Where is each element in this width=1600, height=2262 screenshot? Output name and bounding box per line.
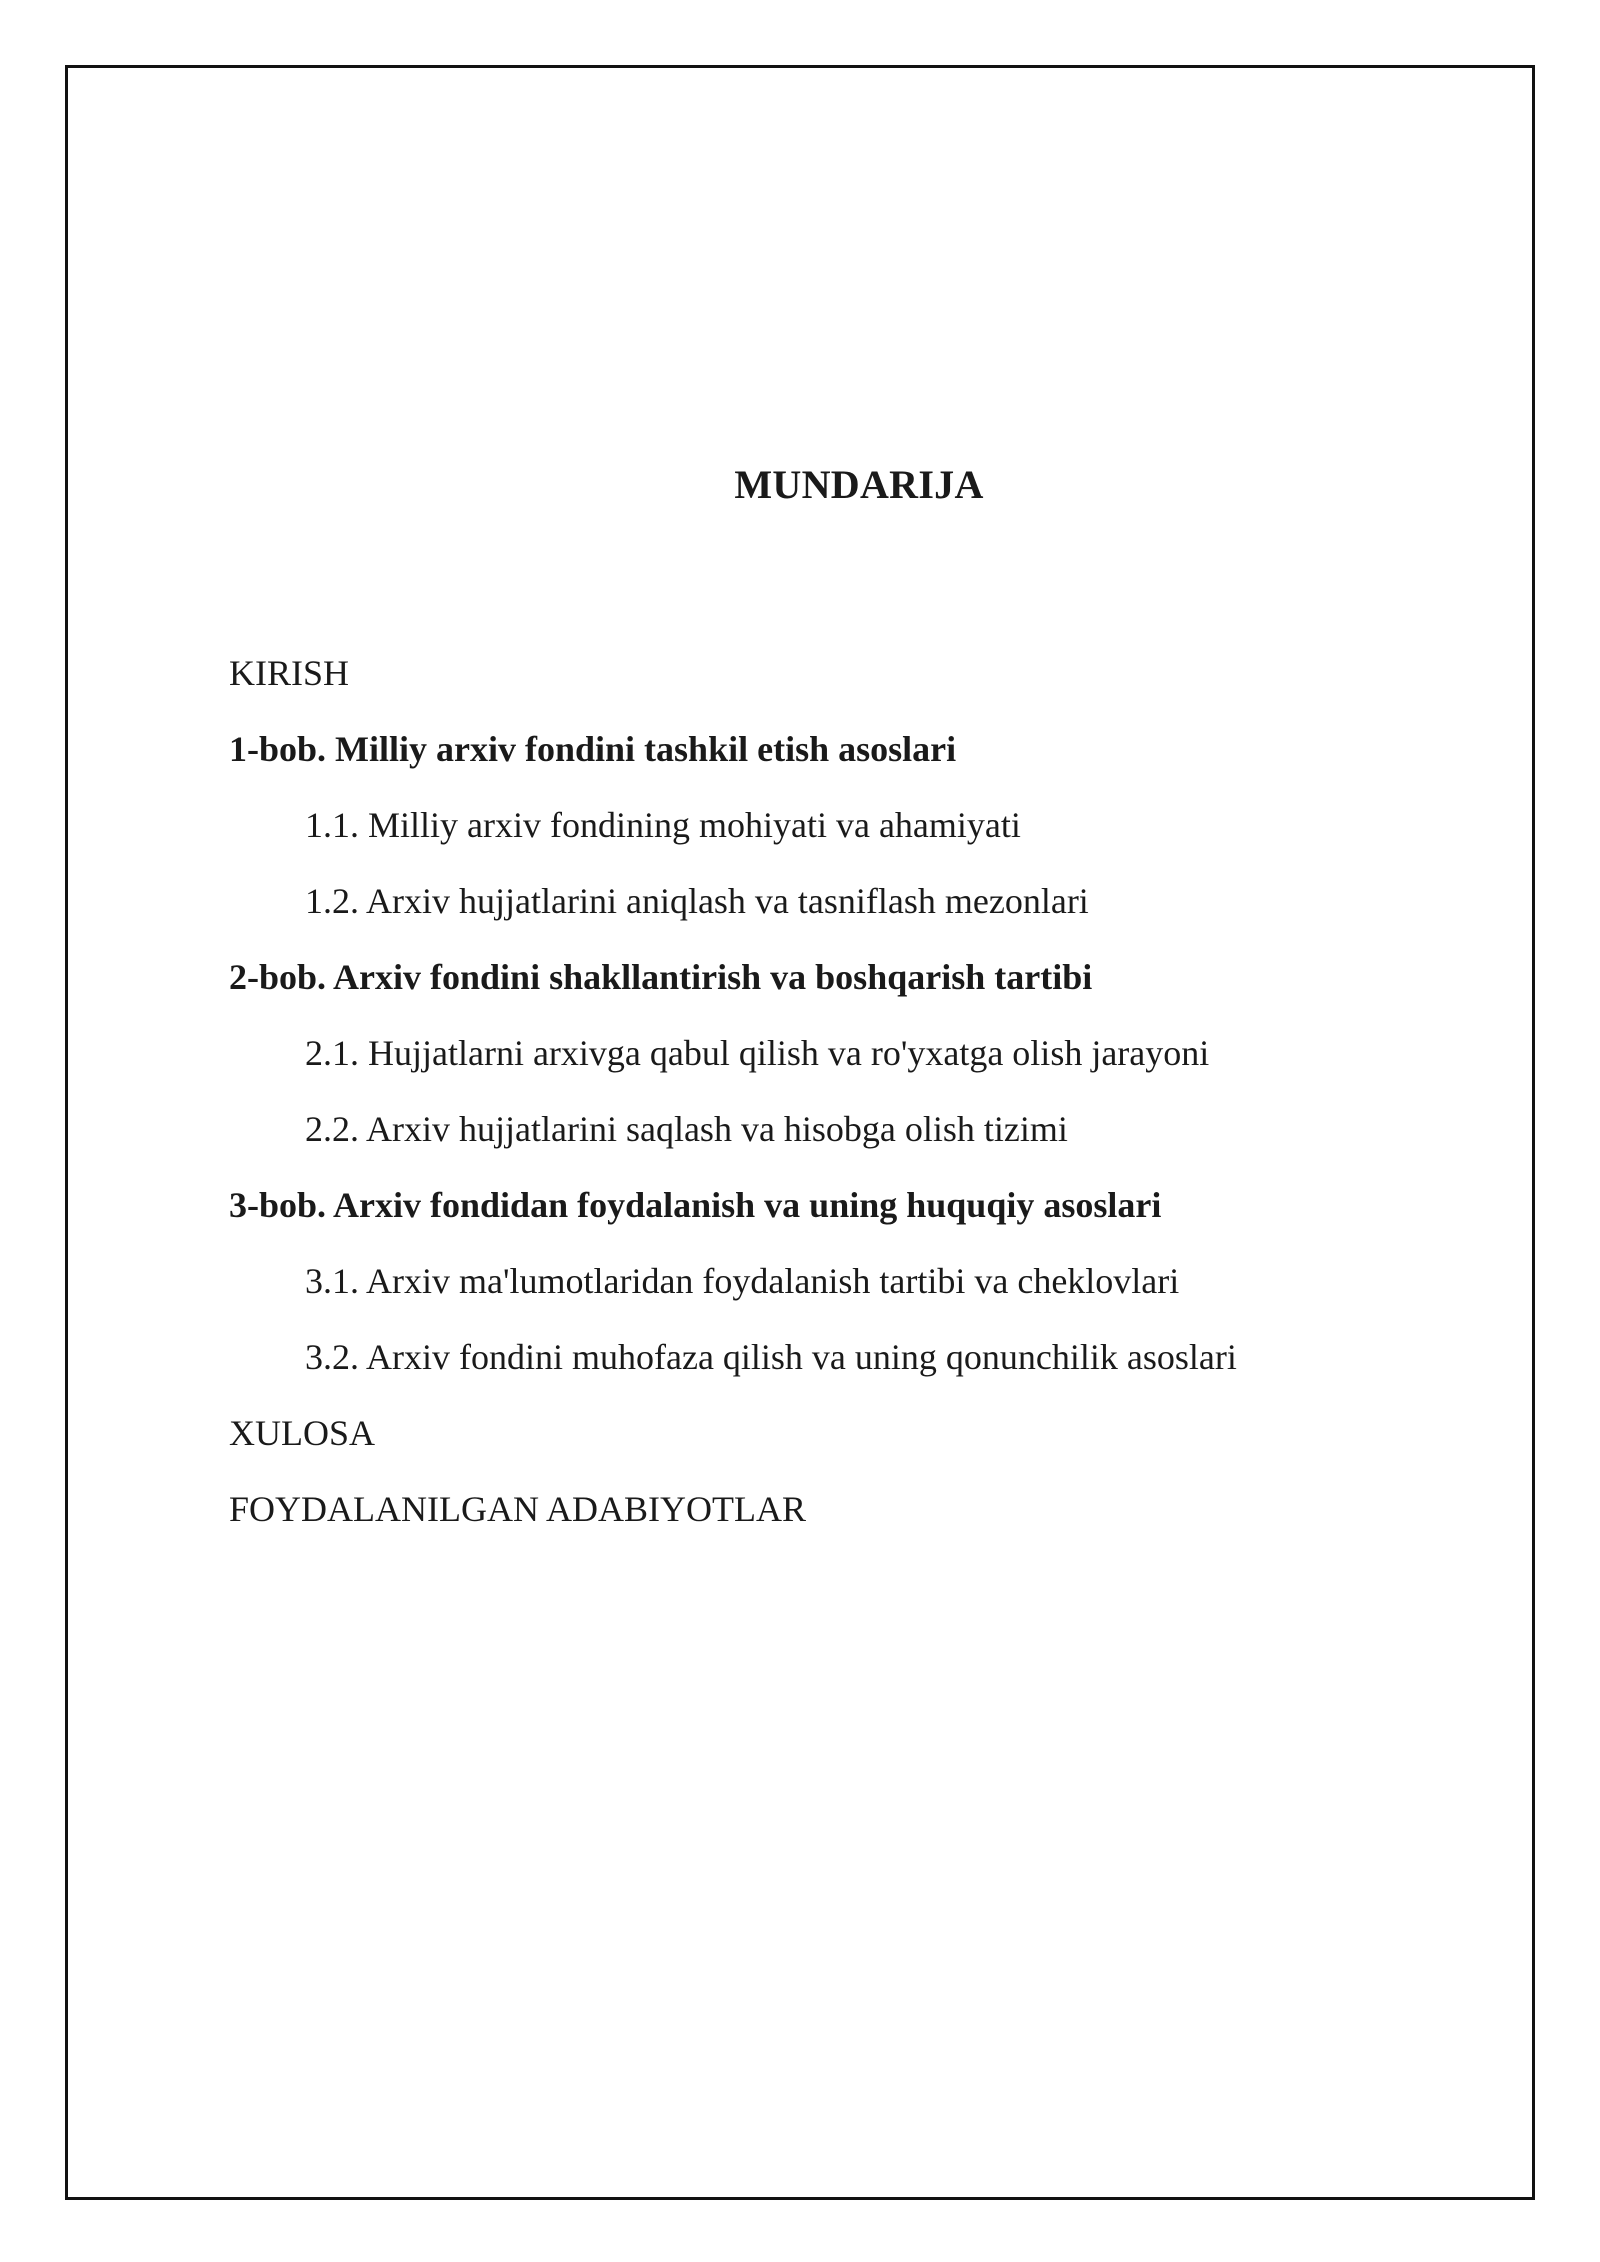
page-title: MUNDARIJA xyxy=(734,462,984,507)
toc-entry-introduction: KIRISH xyxy=(229,653,350,693)
toc-section-2-2: 2.2. Arxiv hujjatlarini saqlash va hisobga olish tizimi xyxy=(305,1109,1068,1149)
toc-chapter-3: 3-bob. Arxiv fondidan foydalanish va uning huquqiy asoslari xyxy=(229,1185,1162,1225)
toc-entry-references: FOYDALANILGAN ADABIYOTLAR xyxy=(229,1489,806,1529)
toc-section-3-2: 3.2. Arxiv fondini muhofaza qilish va uning qonunchilik asoslari xyxy=(305,1337,1237,1377)
toc-section-1-1: 1.1. Milliy arxiv fondining mohiyati va ahamiyati xyxy=(305,805,1021,845)
toc-section-3-1: 3.1. Arxiv ma'lumotlaridan foydalanish tartibi va cheklovlari xyxy=(305,1261,1180,1301)
toc-section-2-1: 2.1. Hujjatlarni arxivga qabul qilish va ro'yxatga olish jarayoni xyxy=(305,1033,1210,1073)
table-of-contents xyxy=(229,635,1479,1547)
toc-chapter-2: 2-bob. Arxiv fondini shakllantirish va boshqarish tartibi xyxy=(229,957,1093,997)
toc-chapter-1: 1-bob. Milliy arxiv fondini tashkil etish asoslari xyxy=(229,729,957,769)
toc-entry-conclusion: XULOSA xyxy=(229,1413,376,1453)
toc-section-1-2: 1.2. Arxiv hujjatlarini aniqlash va tasniflash mezonlari xyxy=(305,881,1089,921)
